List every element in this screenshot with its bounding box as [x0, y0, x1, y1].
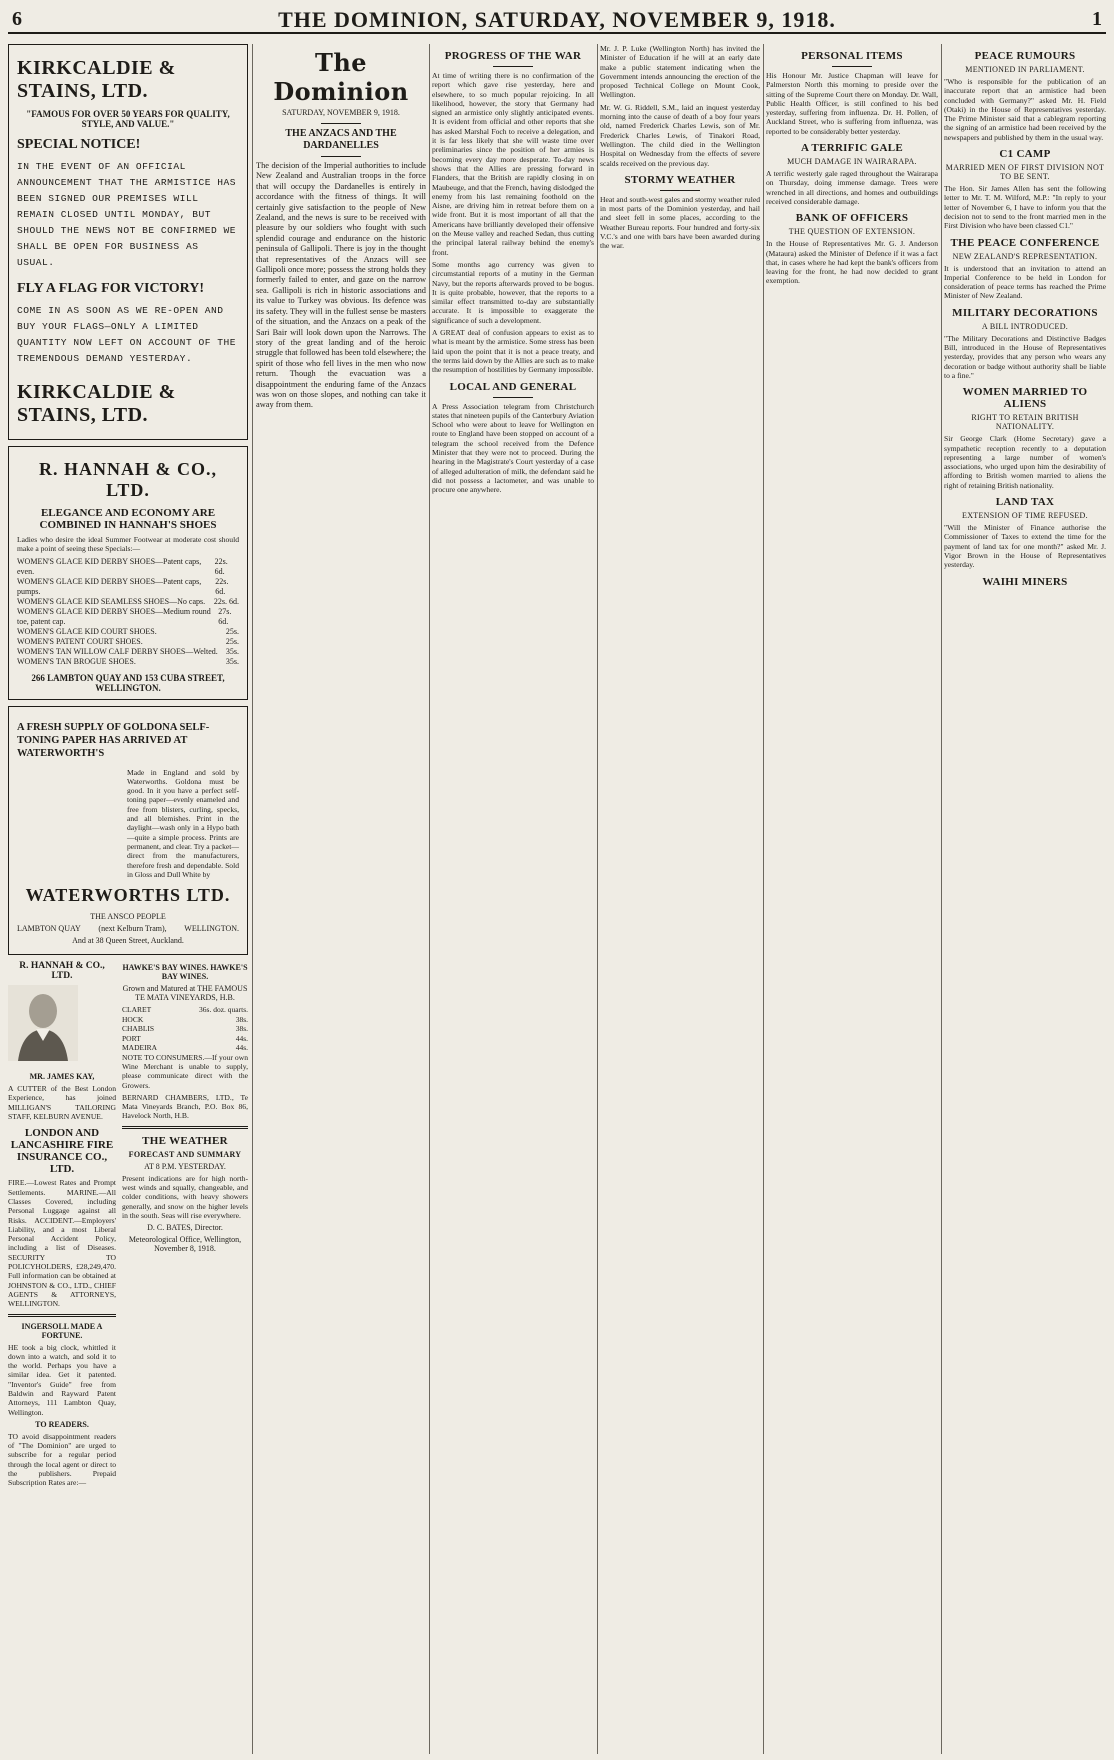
divider [493, 66, 533, 67]
personal-items-body: His Honour Mr. Justice Chapman will leave for Palmerston North this morning to preside over the sitting of the Supreme Court there on Monday. Dr. Wall, Public Health Officer, is still confined to his bed yesterday, suffering from influenza. Dr. H. Pollen, of Auckland Street, who is suffering from influenza, was reported to be considerably better yesterday. [766, 71, 938, 136]
military-decorations-heading: MILITARY DECORATIONS [952, 306, 1098, 319]
weather-heading: THE WEATHER [142, 1134, 228, 1147]
peace-conference-body: It is understood that an invitation to attend an Imperial Conference to be held in London for consideration of peace terms has reached the Prime Minister of New Zealand. [944, 263, 1106, 301]
price-row: WOMEN'S GLACE KID DERBY SHOES—Patent caps, even. 22s. 6d. [17, 556, 228, 576]
local-general-heading: LOCAL AND GENERAL [449, 380, 577, 393]
peace-conference-heading: THE PEACE CONFERENCE [950, 236, 1100, 249]
divider [321, 156, 361, 157]
progress-war-heading: PROGRESS OF THE WAR [444, 50, 582, 62]
land-tax-subheading: EXTENSION OF TIME REFUSED. [962, 511, 1088, 521]
small-ads-right [122, 961, 248, 1491]
peace-rumours-body: "Who is responsible for the publication of an inaccurate report that an armistice had been concluded with Germany?" asked Mr. H. Field (Otaki) in the House of Representatives yesterday. The Prime Minister said that a cablegram reporting the signing of an armistice had been received by the newspapers and published by them in the usual way. [944, 77, 1106, 142]
column-divider [252, 44, 253, 1754]
kay-body: A CUTTER of the Best London Experience, has joined MILLIGAN'S TAILORING STAFF, KELBURN AVENUE. [8, 1084, 116, 1122]
peace-rumours-subheading: MENTIONED IN PARLIAMENT. [965, 65, 1085, 74]
kirkcaldie-tagline: "FAMOUS FOR OVER 50 YEARS FOR QUALITY, STYLE, AND VALUE." [26, 109, 230, 129]
waterworth-branch: And at 38 Queen Street, Auckland. [72, 936, 184, 946]
wine-row: MADEIRA 44s. [122, 1043, 248, 1053]
kirkcaldie-brand: KIRKCALDIE & STAINS, LTD. [17, 57, 176, 102]
divider [321, 123, 361, 124]
wine-row: PORT 44s. [122, 1033, 248, 1043]
wine-row: CHABLIS 38s. [122, 1024, 248, 1034]
hannah-shoes-advertisement [8, 446, 248, 700]
column-divider [941, 44, 942, 1754]
waterworth-subbrand: THE ANSCO PEOPLE [90, 912, 166, 922]
special-notice-heading: SPECIAL NOTICE! [17, 137, 141, 152]
stormy-weather-body: Heat and south-west gales and stormy weather ruled in most parts of the Dominion yesterday, and hail and sleet fell in some places, according to the Weather Bureau reports. Four hundred and forty-six V.C.'s and one with bars have been awarded during the war. [600, 194, 760, 251]
gale-body: A terrific westerly gale raged throughout the Wairarapa on Thursday, doing immense damage. Trees were wrenched in all directions, and homes and outbuildings received considerable damage. [766, 169, 938, 206]
peace-conference-subheading: NEW ZEALAND'S REPRESENTATION. [952, 251, 1098, 261]
editorial-body: The decision of the Imperial authorities to include New Zealand and Australian troops in the force that will occupy the Dardanelles is entirely in accordance with the fitness of things. It will certainly give satisfaction to the people of New Zealand, and the news is sure to be received with pleasure by our soldiers who fought with such splendid courage and endurance on the historic peninsula of Gallipoli. There is joy in the thought that representatives of the Anzacs will see Gallipoli once more; possess the strong holds they formerly failed to enter, and gaze on the narrow sea. Gallipoli is rich in historic associations and its value to Turkey was obvious. Its defence was its safety. They will in the fullest sense be masters of the situation, and the Anzacs on a peak of the Sari Bair will look down upon the Narrows. The story of the great landing and of the heroic struggle that followed has been told elsewhere; the spirit of those who fell lives in the men who now return. Though the evacuation was a disappointment the enduring fame of the Anzacs was won on those slopes, and nothing can take it away from them. [256, 161, 426, 410]
bank-officers-subheading: THE QUESTION OF EXTENSION. [788, 227, 916, 237]
aliens-heading: WOMEN MARRIED TO ALIENS [962, 386, 1088, 411]
masthead [8, 4, 1106, 34]
flag-heading: FLY A FLAG FOR VICTORY! [17, 281, 204, 296]
price-row: WOMEN'S PATENT COURT SHOES. 25s. [17, 636, 239, 646]
kirkcaldie-advertisement [8, 44, 248, 440]
aliens-subheading: RIGHT TO RETAIN BRITISH NATIONALITY. [971, 413, 1079, 432]
price-row: WOMEN'S GLACE KID DERBY SHOES—Patent caps, pumps. 22s. 6d. [17, 576, 229, 596]
stormy-weather-heading: STORMY WEATHER [624, 173, 736, 186]
inquest-item: Mr. W. G. Riddell, S.M., laid an inquest yesterday morning into the cause of death of a boy four years old, named Frederick Charles Lewis, son of Mr. Frederick Charles Lewis, of Tinakori Road, Wellington. The child died in the Wellington Hospital on Wednesday from the effects of severe scalds received on the previous day. [600, 102, 760, 168]
progress-war-body-2: Some months ago currency was given to circumstantial reports of a mutiny in the German Navy, but the reports afterwards proved to be bogus. It is quite probable, however, that the reports to a similar effect transmitted to-day are substantially accurate. It is impossible to exaggerate the significance of such a development. [432, 259, 594, 325]
peace-rumours-heading: PEACE RUMOURS [974, 50, 1076, 62]
small-ads-left [8, 961, 116, 1491]
wine-note: NOTE TO CONSUMERS.—If your own Wine Merchant is unable to supply, please communicate direct with the Growers. [122, 1052, 248, 1090]
goldona-body: Made in England and sold by Waterworths. Goldona must be good. In it you have a perfect self-toning paper—evenly enameled and free from blisters, curling, specks, and all blemishes. Print in the daylight—wash only in a Hypo bath—quite a simple process. Prints are permanent, and clear. Try a packet—direct from the manufacturers, therefore fresh and dependable. Sold in Gloss and Dull White by [127, 767, 239, 879]
weather-time: AT 8 P.M. YESTERDAY. [144, 1161, 226, 1171]
land-tax-heading: LAND TAX [995, 496, 1055, 509]
london-lancashire-heading: LONDON AND LANCASHIRE FIRE INSURANCE CO., LTD. [10, 1127, 114, 1176]
progress-war-body-3: A GREAT deal of confusion appears to exist as to what is meant by the armistice. Some stress has been laid upon the point that it is not a peace treaty, and the terms laid down by the Allies are such as to make the resumption of hostilities by Germany impossible. [432, 328, 594, 375]
aliens-body: Sir George Clark (Home Secretary) gave a sympathetic reception recently to a deputation representing a large number of women's associations, who urged upon him the desirability of affording to British women married to aliens the right of retaining British nationality. [944, 434, 1106, 490]
flag-notice: COME IN AS SOON AS WE RE-OPEN AND BUY YOUR FLAGS—ONLY A LIMITED QUANTITY NOW LEFT ON ACCOUNT OF THE TREMENDOUS DEMAND YESTERDAY. [17, 305, 237, 364]
waihi-miners-heading: WAIHI MINERS [982, 575, 1068, 588]
armistice-notice: IN THE EVENT OF AN OFFICIAL ANNOUNCEMENT THAT THE ARMISTICE HAS BEEN SIGNED OUR PREMISES WILL REMAIN CLOSED UNTIL MONDAY, BUT SHOULD THE NEWS NOT BE CONFIRMED WE SHALL BE OPEN FOR BUSINESS AS USUAL. [17, 161, 237, 268]
gale-subheading: MUCH DAMAGE IN WAIRARAPA. [787, 157, 917, 167]
bank-officers-body: In the House of Representatives Mr. G. J. Anderson (Mataura) asked the Minister of Defence if it was a fact that, in cases where he had kept the bank's officers from leaving for the front, he had now decided to grant exemption. [766, 239, 938, 286]
weather-subheading: FORECAST AND SUMMARY [128, 1149, 242, 1159]
goldona-headline: A FRESH SUPPLY OF GOLDONA SELF-TONING PAPER HAS ARRIVED AT WATERWORTH'S [17, 721, 210, 759]
column-divider [763, 44, 764, 1754]
page-marker: 1 [1092, 8, 1102, 30]
divider [493, 397, 533, 398]
divider [122, 1126, 248, 1129]
war-column [432, 44, 594, 1756]
progress-war-body: At time of writing there is no confirmation of the report which gave rise yesterday, here and elsewhere, to so much popular rejoicing. In all likelihood, however, the story that Germany had signed an armistice only slightly anticipated events. It is evident from official and other reports that she has asked Marshal Foch to receive a delegation, and it is far less likely that she will waste time over preliminaries since the position of her armies is becoming every day more desperate. To-day news shows that the Allies are pressing forward in Flanders, that the British are rapidly closing in on Maubeuge, and that the French, having dislodged the enemy from his last remaining foothold on the Aisne, are driving him in retreat before them on a wide front. But it is most important of all that the Americans have brilliantly developed their offensive on the Meuse valley and reached Sedan, thus cutting the principal lateral railway behind the enemy's front. [432, 71, 594, 257]
column-divider [597, 44, 598, 1754]
hannah-intro: Ladies who desire the ideal Summer Footwear at moderate cost should make a point of seeing these Specials:— [17, 535, 239, 554]
column-divider [429, 44, 430, 1754]
gale-heading: A TERRIFIC GALE [800, 142, 904, 155]
hannah-price-list [17, 557, 239, 667]
editorial-dateline: SATURDAY, NOVEMBER 9, 1918. [282, 108, 400, 117]
advertising-column [8, 44, 248, 1756]
c1-camp-heading: C1 CAMP [999, 148, 1051, 161]
wine-row: HOCK 38s. [122, 1014, 248, 1024]
portrait-illustration [8, 985, 78, 1061]
editorial-column [256, 44, 426, 1756]
military-decorations-subheading: A BILL INTRODUCED. [981, 321, 1069, 331]
small-advertisements [8, 961, 248, 1491]
wine-price-list [122, 1005, 248, 1053]
page-number: 6 [12, 8, 22, 30]
hannah-headline: ELEGANCE AND ECONOMY ARE COMBINED IN HANNAH'S SHOES [39, 507, 217, 531]
waterworth-address: LAMBTON QUAY (next Kelburn Tram), WELLINGTON. [17, 924, 239, 934]
c1-camp-body: The Hon. Sir James Allen has sent the following letter to Mr. T. M. Wilford, M.P.: "In reply to your letter of November 6, I have to inform you that the decision not to send to the front married men in the First Division who have been classed C1." [944, 184, 1106, 231]
divider [660, 190, 700, 191]
kay-label: MR. JAMES KAY, [29, 1072, 95, 1082]
parliament-column [944, 44, 1106, 1756]
price-row: WOMEN'S TAN WILLOW CALF DERBY SHOES—Welted. 35s. [17, 646, 239, 656]
c1-camp-subheading: MARRIED MEN OF FIRST DIVISION NOT TO BE SENT. [945, 163, 1105, 182]
newspaper-title: THE DOMINION, SATURDAY, NOVEMBER 9, 1918. [278, 7, 836, 32]
personal-items-heading: PERSONAL ITEMS [801, 50, 903, 62]
luke-item: Mr. J. P. Luke (Wellington North) has invited the Minister of Education if he will at an early date make a public statement indicating when the Government intends announcing the erection of the proposed Technical College on Mount Cook, Wellington. [600, 44, 760, 100]
hannah-address: 266 LAMBTON QUAY AND 153 CUBA STREET, WELLINGTON. [31, 672, 225, 693]
wine-row: CLARET 36s. doz. quarts. [122, 1005, 248, 1015]
london-lancashire-body: FIRE.—Lowest Rates and Prompt Settlements. MARINE.—All Classes Covered, including Personal Luggage against all Risks. ACCIDENT.—Employers' Liability, and a most Liberal Personal Accident Policy, including a list of Diseases. SECURITY TO POLICYHOLDERS, £28,249,470. Full information can be obtained at JOHNSTON & CO., LTD., CHIEF AGENTS & ATTORNEYS, WELLINGTON. [8, 1178, 116, 1309]
weather-signature: D. C. BATES, Director. [147, 1223, 223, 1233]
kirkcaldie-brand-footer: KIRKCALDIE & STAINS, LTD. [17, 381, 176, 426]
hannah-small-brand: R. HANNAH & CO., LTD. [19, 961, 105, 982]
price-row: WOMEN'S GLACE KID SEAMLESS SHOES—No caps. 22s. 6d. [17, 596, 239, 606]
weather-office: Meteorological Office, Wellington, November 8, 1918. [128, 1235, 242, 1254]
ingersoll-body: HE took a big clock, whittled it down into a watch, and sold it to the world. Perhaps you have a similar idea. Get it patented. "Inventor's Guide" free from Baldwin and Rayward Patent Attorneys, 111 Lambton Quay, Wellington. [8, 1342, 116, 1417]
personal-column [766, 44, 938, 1756]
hannah-brand: R. HANNAH & CO., LTD. [39, 459, 217, 500]
readers-body: TO avoid disappointment readers of "The Dominion" are urged to subscribe for a regular period through the local agent or direct to the publishers. Prepaid Subscription Rates are:— [8, 1431, 116, 1488]
price-row: WOMEN'S GLACE KID COURT SHOES. 25s. [17, 626, 239, 636]
waterworth-advertisement [8, 706, 248, 956]
divider [832, 66, 872, 67]
divider [8, 1314, 116, 1317]
bank-officers-heading: BANK OF OFFICERS [795, 212, 909, 225]
price-row: WOMEN'S TAN BROGUE SHOES. 35s. [17, 656, 239, 666]
editorial-heading: THE ANZACS AND THE DARDANELLES [285, 128, 397, 151]
news-column [600, 44, 760, 1756]
ingersoll-heading: INGERSOLL MADE A FORTUNE. [21, 1321, 103, 1340]
waterworth-brand: WATERWORTHS LTD. [25, 885, 231, 906]
price-row: WOMEN'S GLACE KID DERBY SHOES—Medium round toe, patent cap. 27s. 6d. [17, 606, 232, 626]
weather-body: Present indications are for high north-west winds and squally, changeable, and colder conditions, with heavy showers generally, and snow on the higher levels in the south. Seas will rise everywhere. [122, 1173, 248, 1220]
land-tax-body: "Will the Minister of Finance authorise the Commissioner of Taxes to extend the time for the payment of land tax for one month?" asked Mr. J. Vigor Brown in the House of Representatives yesterday. [944, 523, 1106, 570]
wine-subheading: Grown and Matured at THE FAMOUS TE MATA VINEYARDS, H.B. [122, 984, 248, 1003]
military-decorations-body: "The Military Decorations and Distinctive Badges Bill, introduced in the House of Representatives yesterday, provides that any person who wears any decoration or badge without authority shall be liable to a fine." [944, 333, 1106, 380]
paper-title: The Dominion [273, 48, 409, 106]
readers-heading: TO READERS. [35, 1419, 89, 1429]
wine-heading: HAWKE'S BAY WINES. HAWKE'S BAY WINES. [122, 963, 248, 982]
wine-grower: BERNARD CHAMBERS, LTD., Te Mata Vineyards Branch, P.O. Box 86, Havelock North, H.B. [122, 1092, 248, 1121]
local-general-body: A Press Association telegram from Christchurch states that nineteen pupils of the Canterbury Aviation School who were about to leave for Wellington en route to England have been stopped on account of a telegram the school received from the Defence Minister that they were not to proceed. During the hearing in the Magistrate's Court yesterday of a case of alleged adulteration of milk, the defendant said he did not possess a lactometer, and was unable to procure one anywhere. [432, 401, 594, 495]
